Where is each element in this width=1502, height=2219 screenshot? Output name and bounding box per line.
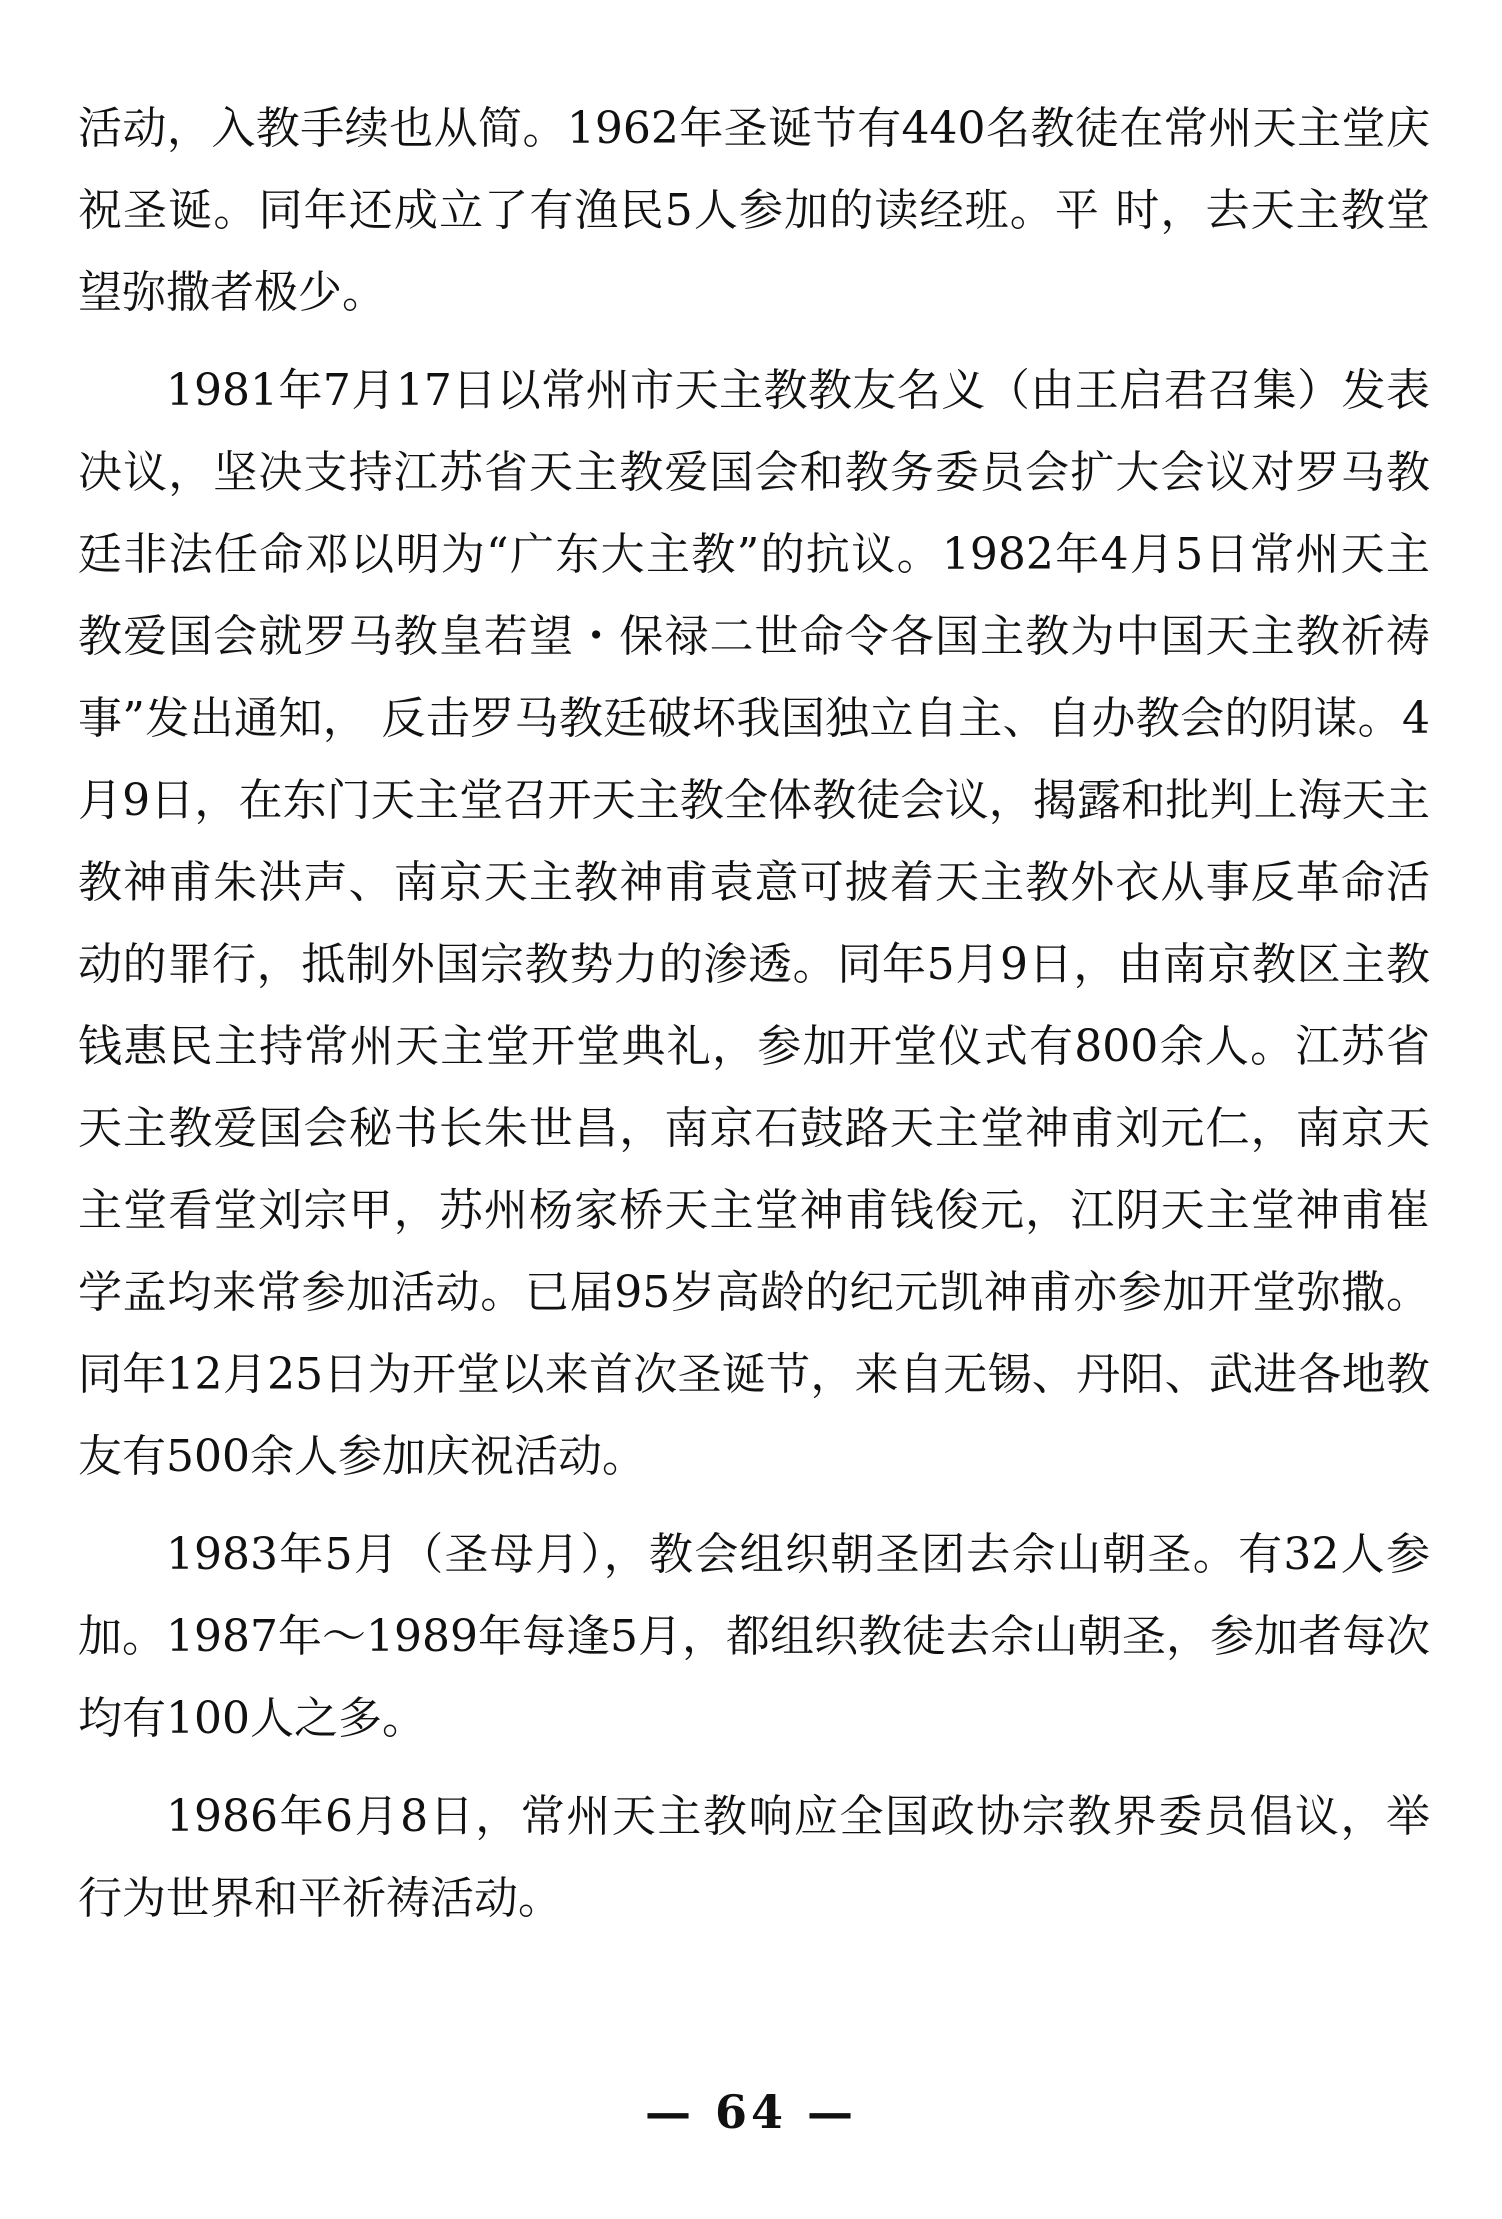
body-text	[78, 88, 1430, 1940]
paragraph-continued: 活动，入教手续也从简。1962年圣诞节有440名教徒在常州天主堂庆祝圣诞。同年还成立了有渔民5人参加的读经班。平 时，去天主教堂望弥撒者极少。	[78, 103, 1430, 318]
paragraph-1981-1982: 1981年7月17日以常州市天主教教友名义（由王启君召集）发表决议，坚决支持江苏省天主教爱国会和教务委员会扩大会议对罗马教廷非法任命邓以明为“广东大主教”的抗议。1982年4月5日常州天主教爱国会就罗马教皇若望・保禄二世命令各国主教为中国天主教祈祷事”发出通知， 反击罗马教廷破坏我国独立自主、自办教会的阴谋。4月9日，在东门天主堂召开天主教全体教徒会议，揭露和批判上海天主教神甫朱洪声、南京天主教神甫袁意可披着天主教外衣从事反革命活动的罪行，抵制外国宗教势力的渗透。同年5月9日，由南京教区主教钱惠民主持常州天主堂开堂典礼，参加开堂仪式有800余人。江苏省天主教爱国会秘书长朱世昌，南京石鼓路天主堂神甫刘元仁，南京天主堂看堂刘宗甲，苏州杨家桥天主堂神甫钱俊元，江阴天主堂神甫崔学孟均来常参加活动。已届95岁高龄的纪元凯神甫亦参加开堂弥撒。同年12月25日为开堂以来首次圣诞节，来自无锡、丹阳、武进各地教友有500余人参加庆祝活动。	[78, 365, 1430, 1482]
page-number: — 64 —	[644, 2085, 858, 2139]
paragraph-1986: 1986年6月8日，常州天主教响应全国政协宗教界委员倡议，举行为世界和平祈祷活动。	[78, 1791, 1430, 1924]
paragraph-1983: 1983年5月（圣母月），教会组织朝圣团去佘山朝圣。有32人参加。1987年～1989年每逢5月，都组织教徒去佘山朝圣，参加者每次均有100人之多。	[78, 1529, 1430, 1744]
